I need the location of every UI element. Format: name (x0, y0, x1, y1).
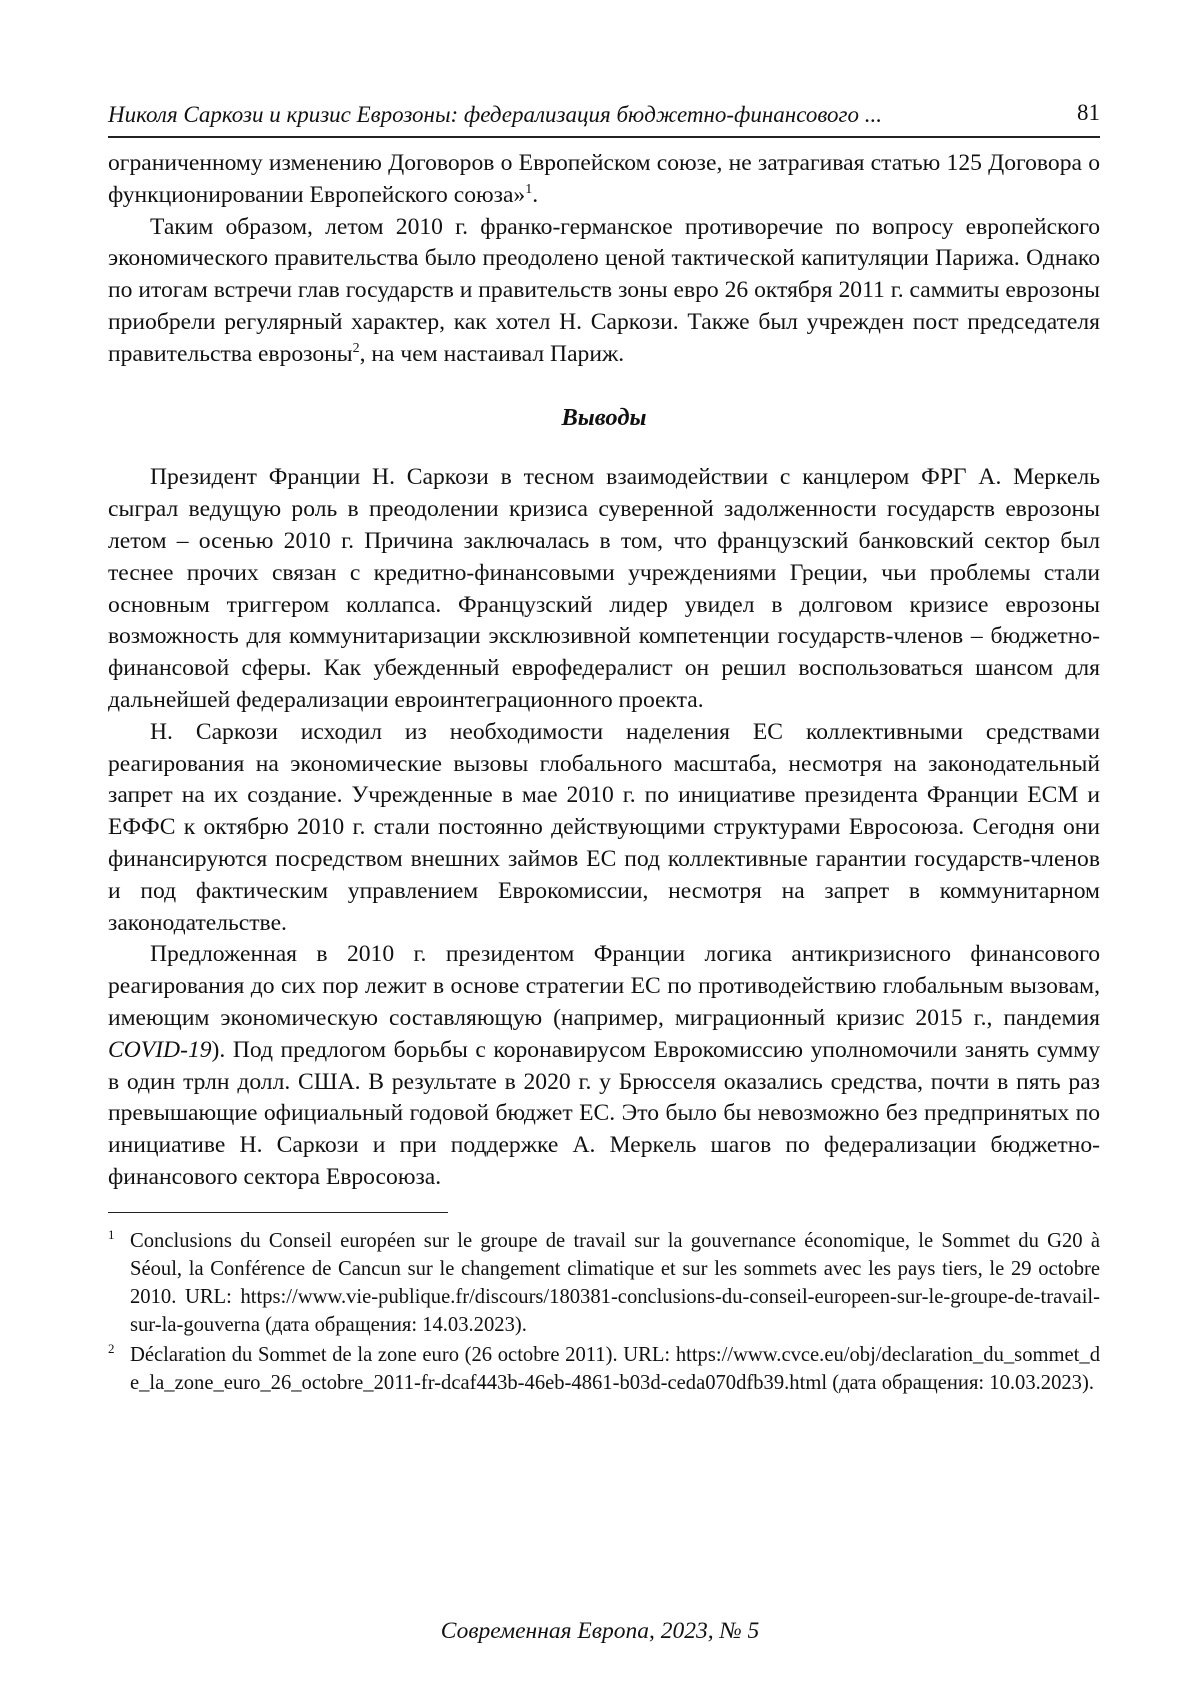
footnote-url[interactable]: https://www.cvce.eu/obj/declaration_du_sommet_de_la_zone_euro_26_octobre_2011-fr-dcaf443b-46eb-4861-b03d-ceda070dfb39.html (130, 1343, 1100, 1394)
footnote-mark: 2 (108, 1340, 115, 1356)
page-number: 81 (1077, 100, 1100, 125)
journal-footer: Современная Европа, 2023, № 5 (440, 1618, 760, 1644)
footnote: 2 Déclaration du Sommet de la zone euro (26 octobre 2011). URL: https://www.cvce.eu/obj/declaration_du_sommet_de_la_zone_euro_26_octobre_2011-fr-dcaf443b-46eb-4861-b03d-ceda070dfb39.html (дата обращения: 10.03.2023). (108, 1341, 1100, 1397)
footnote-divider (108, 1212, 448, 1213)
section-heading: Выводы (561, 403, 647, 431)
footnote-ref-2[interactable]: 2 (352, 340, 360, 356)
footnotes (108, 1227, 1100, 1397)
paragraph: Предложенная в 2010 г. президентом Франции логика антикризисного финансового реагирования до сих пор лежит в основе стратегии ЕС по противодействию глобальным вызовам, имеющим экономическую составляющую (например, миграционный кризис 2015 г., пандемия COVID-19). Под предлогом борьбы с коронавирусом Еврокомиссию уполномочили занять сумму в один трлн долл. США. В результате в 2020 г. у Брюсселя оказались средства, почти в пять раз превышающие официальный годовой бюджет ЕС. Это было бы невозможно без предпринятых по инициативе Н. Саркози и при поддержке А. Меркель шагов по федерализации бюджетно-финансового сектора Евросоюза. (108, 941, 1100, 1190)
paragraph-continued: ограниченному изменению Договоров о Европейском союзе, не затрагивая статью 125 Договора о функционировании Европейского союза»$^1$. (108, 150, 1100, 208)
page-content (108, 100, 1100, 1397)
footnote: 1 Conclusions du Conseil européen sur le groupe de travail sur la gouvernance économique, le Sommet du G20 à Séoul, la Conférence de Cancun sur le changement climatique et sur les sommets avec les pays tiers, le 29 octobre 2010. URL: https://www.vie-publique.fr/discours/180381-conclusions-du-conseil-europeen-sur-le-groupe-de-travail-sur-la-gouverna (дата обращения: 14.03.2023). (108, 1227, 1100, 1339)
footnote-mark: 1 (108, 1226, 115, 1242)
article-body (108, 148, 1100, 1194)
footnote-url[interactable]: https://www.vie-publique.fr/discours/180381-conclusions-du-conseil-europeen-sur-le-groupe-de-travail-sur-la-gouverna (130, 1285, 1100, 1336)
running-title: Николя Саркози и кризис Еврозоны: федерализация бюджетно-финансового ... (108, 102, 882, 127)
footnote-ref-1[interactable]: 1 (525, 181, 533, 197)
running-header (108, 100, 1100, 138)
paragraph: Президент Франции Н. Саркози в тесном взаимодействии с канцлером ФРГ А. Меркель сыграл ведущую роль в преодолении кризиса суверенной задолженности государств еврозоны летом – осенью 2010 г. Причина заключалась в том, что французский банковский сектор был теснее прочих связан с кредитно-финансовыми учреждениями Греции, чьи проблемы стали основным триггером коллапса. Французский лидер увидел в долговом кризисе еврозоны возможность для коммунитаризации эксклюзивной компетенции государств-членов – бюджетно-финансовой сферы. Как убежденный еврофедералист он решил воспользоваться шансом для дальнейшей федерализации евроинтеграционного проекта. (108, 464, 1100, 713)
paragraph: Н. Саркози исходил из необходимости наделения ЕС коллективными средствами реагирования на экономические вызовы глобального масштаба, несмотря на законодательный запрет на их создание. Учрежденные в мае 2010 г. по инициативе президента Франции ЕСМ и ЕФФС к октябрю 2010 г. стали постоянно действующими структурами Евросоюза. Сегодня они финансируются посредством внешних займов ЕС под коллективные гарантии государств-членов и под фактическим управлением Еврокомиссии, несмотря на запрет в коммунитарном законодательстве. (108, 718, 1100, 936)
paragraph: Таким образом, летом 2010 г. франко-германское противоречие по вопросу европейского экономического правительства было преодолено ценой тактической капитуляции Парижа. Однако по итогам встречи глав государств и правительств зоны евро 26 октября 2011 г. саммиты еврозоны приобрели регулярный характер, как хотел Н. Саркози. Также был учрежден пост председателя правительства еврозоны$^2$, на чем настаивал Париж. (108, 213, 1100, 367)
